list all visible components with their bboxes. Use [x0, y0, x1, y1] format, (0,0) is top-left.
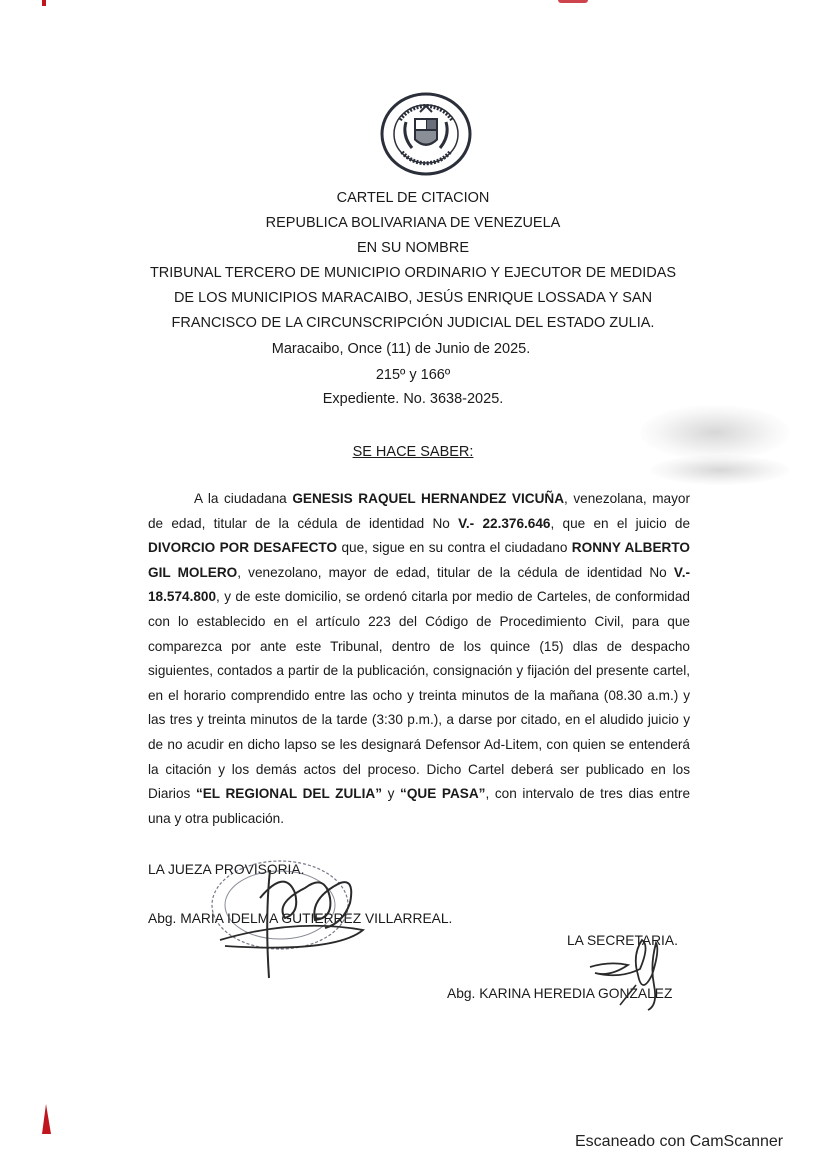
red-mark-top-left — [42, 0, 46, 6]
date-line: Maracaibo, Once (11) de Junio de 2025. — [271, 341, 531, 357]
text-run: A la ciudadana — [194, 491, 293, 506]
notice-heading-text: SE HACE SABER: — [352, 444, 474, 460]
newspaper-1: “EL REGIONAL DEL ZULIA” — [195, 786, 382, 802]
in-name-line: EN SU NOMBRE — [357, 240, 469, 256]
red-mark-bottom-left — [42, 1104, 51, 1134]
secretary-name: Abg. KARINA HEREDIA GONZALEZ — [447, 986, 673, 1001]
judge-signature — [215, 858, 365, 983]
republic-line: REPUBLICA BOLIVARIANA DE VENEZUELA — [265, 215, 561, 231]
red-mark-top-center — [558, 0, 588, 3]
case-type: DIVORCIO POR DESAFECTO — [148, 540, 338, 556]
years-line: 215º y 166º — [375, 367, 451, 383]
plaintiff-name: RONNY ALBERTO GIL MOLERO — [148, 540, 690, 580]
judge-title: LA JUEZA PROVISORIA. — [148, 862, 305, 877]
cited-person-id: V.- 22.376.646 — [458, 515, 551, 531]
text-run: , y de este domicilio, se ordenó citarla por medio de Carteles, de conformidad con lo establecido en el artículo 223 del Código de Procedimiento Civil, para que comparezca por ante este Tribunal, dentro de los quince (15) dlas de despacho siguientes, contados a partir de la publicación, consignación y fijación del presente cartel, en el horario comprendido entre las ocho y treinta minutos de la mañana (08.30 a.m.) y las tres y treinta minutos de la tarde (3:30 p.m.), a darse por citado, en el aludido juicio y de no acudir en dicho lapso se les designará Defensor Ad-Litem, con quien se entenderá la citación y los demás actos del proceso. Dicho Cartel deberá ser publicado en los Diarios — [148, 589, 690, 802]
file-number: Expediente. No. 3638-2025. — [322, 391, 504, 407]
court-line-2: DE LOS MUNICIPIOS MARACAIBO, JESÚS ENRIQUE LOSSADA Y SAN — [173, 290, 653, 306]
court-line-1: TRIBUNAL TERCERO DE MUNICIPIO ORDINARIO Y EJECUTOR DE MEDIDAS — [149, 265, 677, 281]
text-run: y — [382, 786, 401, 802]
secretary-signature — [580, 935, 680, 1015]
citation-paragraph — [148, 487, 690, 831]
citation-body — [148, 487, 690, 831]
text-run: , venezolana, mayor de edad, titular de la cédula de identidad No — [148, 491, 690, 531]
cited-person-name: GENESIS RAQUEL HERNANDEZ VICUÑA — [292, 491, 565, 506]
court-line-3: FRANCISCO DE LA CIRCUNSCRIPCIÓN JUDICIAL DEL ESTADO ZULIA. — [171, 315, 655, 331]
court-seal — [380, 92, 472, 176]
signature-icon — [580, 935, 680, 1015]
text-run: , venezolano, mayor de edad, titular de la cédula de identidad No — [237, 564, 674, 580]
text-run: que, sigue en su contra el ciudadano — [337, 540, 572, 556]
plaintiff-id: V.- 18.574.800 — [148, 564, 690, 605]
notice-heading — [0, 443, 826, 461]
signature-icon — [215, 858, 365, 983]
document-title: CARTEL DE CITACION — [336, 190, 490, 206]
newspaper-2: “QUE PASA” — [400, 786, 486, 802]
secretary-title: LA SECRETARIA. — [567, 933, 678, 948]
text-run: , con intervalo de tres dias entre una y otra publicación. — [148, 786, 691, 826]
text-run: , que en el juicio de — [550, 515, 691, 531]
judge-name: Abg. MARIA IDELMA GUTIERREZ VILLARREAL. — [148, 911, 453, 926]
scanner-watermark: Escaneado con CamScanner — [575, 1133, 784, 1150]
coat-of-arms-icon — [380, 92, 472, 176]
